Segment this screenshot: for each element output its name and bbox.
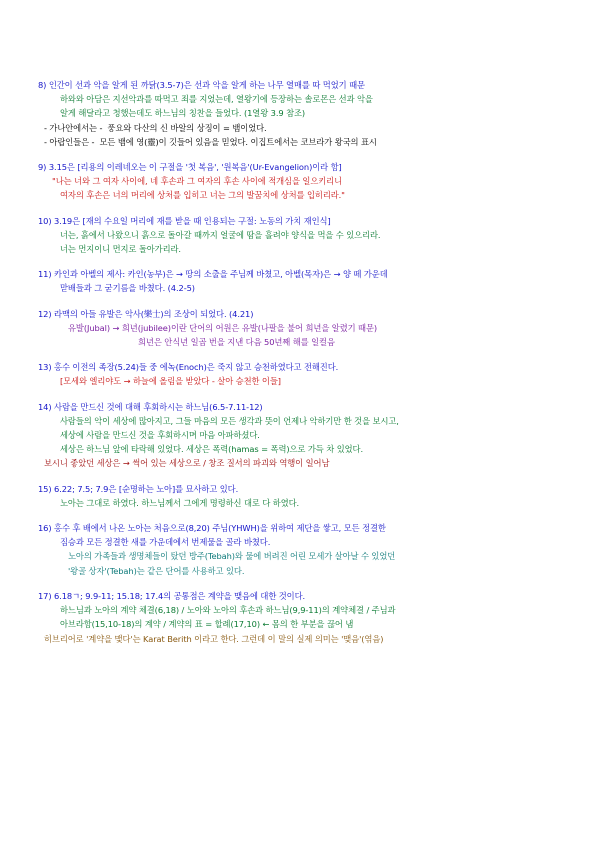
document-body — [38, 78, 562, 646]
document-line: 노아의 가족들과 생명체들이 탔던 방주(Tebah)와 물에 버려진 어린 모세가 살아날 수 있었던 — [68, 551, 396, 562]
document-line: 너는 먼지이니 먼지로 돌아가리라. — [60, 244, 181, 255]
document-entry — [38, 267, 562, 295]
document-line: 보시니 좋았던 세상은 → 썩어 있는 세상으로 / 창조 질서의 파괴와 역행이 일어남 — [44, 458, 330, 469]
document-entry — [38, 160, 562, 203]
document-line: 세상은 하느님 앞에 타락해 있었다. 세상은 폭력(hamas = 폭력)으로 가득 차 있었다. — [60, 444, 363, 455]
document-line: 하느님과 노아의 계약 체결(6,18) / 노아와 노아의 후손과 하느님(9,9-11)의 계약체결 / 주님과 — [60, 605, 396, 616]
document-line: 11) 카인과 아벨의 제사: 카인(농부)은 → 땅의 소출을 주님께 바쳤고, 아벨(목자)은 → 양 떼 가운데 — [38, 269, 388, 280]
document-line: 세상에 사람을 만드신 것을 후회하시며 마음 아파하셨다. — [60, 430, 260, 441]
document-line: 16) 홍수 후 배에서 나온 노아는 처음으로(8,20) 주님(YHWH)을 위하여 제단을 쌓고, 모든 정결한 — [38, 523, 386, 534]
document-line: '왕골 상자'(Tebah)는 같은 단어를 사용하고 있다. — [68, 565, 245, 576]
document-line: "나는 너와 그 여자 사이에, 네 후손과 그 여자의 후손 사이에 적개심을 일으키리니 — [52, 176, 342, 187]
document-line: 히브리어로 '계약을 맺다'는 Karat Berith 이라고 한다. 그런데 이 말의 실제 의미는 '맺음'(엮음) — [44, 633, 384, 644]
document-entry — [38, 307, 562, 350]
document-line: 희년은 안식년 일곱 번을 지낸 다음 50년째 해를 일컬음 — [138, 337, 335, 348]
document-line: - 가나안에서는 - 풍요와 다산의 신 바알의 상징이 = 뱀이었다. — [44, 122, 267, 133]
document-entry — [38, 589, 562, 646]
document-line: 맏배들과 그 굳기름을 바쳤다. (4.2-5) — [60, 283, 195, 294]
document-line: 노아는 그대로 하였다. 하느님께서 그에게 명령하신 대로 다 하였다. — [60, 497, 300, 508]
document-line: 13) 홍수 이전의 족장(5.24)들 중 에녹(Enoch)은 죽지 않고 승천하였다고 전해진다. — [38, 362, 339, 373]
document-line: 사람들의 악이 세상에 많아지고, 그들 마음의 모든 생각과 뜻이 언제나 악하기만 한 것을 보시고, — [60, 415, 399, 426]
document-line: 9) 3.15은 [리용의 이레네오는 이 구절을 '첫 복음', '원복음'(Ur-Evangelion)이라 함] — [38, 162, 342, 173]
document-entry — [38, 521, 562, 578]
document-line: 14) 사람을 만드신 것에 대해 후회하시는 하느님(6.5-7.11-12) — [38, 401, 263, 412]
document-line: 17) 6.18ㄱ; 9.9-11; 15.18; 17.4의 공통점은 계약을 맺음에 대한 것이다. — [38, 590, 306, 601]
document-entry — [38, 360, 562, 388]
document-entry — [38, 78, 562, 149]
document-line: 짐승과 모든 정결한 새를 가운데에서 번제물을 골라 바쳤다. — [60, 537, 271, 548]
document-entry — [38, 482, 562, 510]
document-line: 너는, 흙에서 나왔으니 흙으로 돌아갈 때까지 얼굴에 땀을 흘려야 양식을 먹을 수 있으리라. — [60, 229, 381, 240]
document-line: 여자의 후손은 너의 머리에 상처를 입히고 너는 그의 발꿈치에 상처를 입히리라." — [60, 190, 345, 201]
document-line: 유발(Jubal) → 희년(jubilee)이란 단어의 어원은 유발(나팔을 불어 희년을 알렸기 때문) — [68, 322, 378, 333]
document-line: 아브라함(15,10-18)의 계약 / 계약의 표 = 할례(17,10) ← 몸의 한 부분을 끊어 냄 — [60, 619, 354, 630]
document-line: 10) 3.19은 [재의 수요일 머리에 재를 받을 때 인용되는 구절: 노동의 가치 재인식] — [38, 215, 331, 226]
document-line: 하와와 아담은 지선악과를 따먹고 죄를 지었는데, 열왕기에 등장하는 솔로몬은 선과 악을 — [60, 94, 373, 105]
document-line: 15) 6.22; 7.5; 7.9은 [순명하는 노아]를 묘사하고 있다. — [38, 483, 239, 494]
document-line: [모세와 엘리야도 → 하늘에 올림을 받았다 - 살아 승천한 이들] — [60, 376, 281, 387]
document-entry — [38, 214, 562, 257]
document-line: 12) 라맥의 아들 유발은 악사(樂士)의 조상이 되었다. (4.21) — [38, 308, 254, 319]
document-line: 알게 해달라고 청했는데도 하느님의 칭찬을 들었다. (1열왕 3.9 참조) — [60, 108, 306, 119]
document-entry — [38, 400, 562, 471]
document-line: - 아랍인들은 - 모든 뱀에 영(靈)이 깃들어 있음을 믿었다. 이집트에서는 코브라가 왕국의 표시 — [44, 136, 377, 147]
document-line: 8) 인간이 선과 악을 알게 된 까닭(3.5-7)은 선과 악을 알게 하는 나무 열매를 따 먹었기 때문 — [38, 80, 365, 90]
